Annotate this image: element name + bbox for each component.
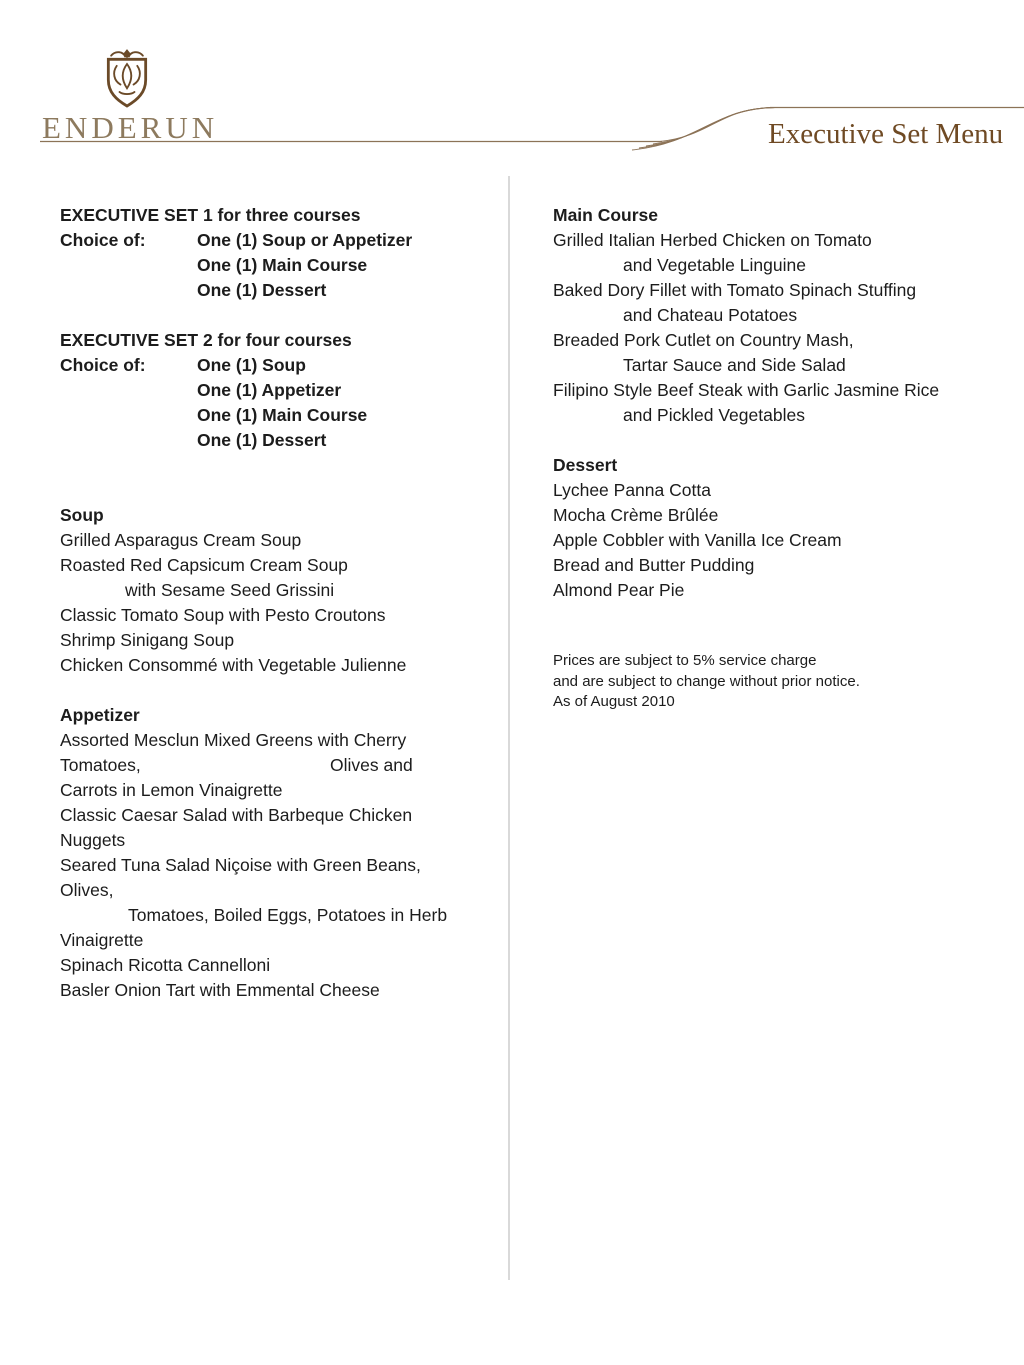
choice-label: Choice of: xyxy=(60,230,146,250)
footnote xyxy=(553,651,860,713)
menu-item: Apple Cobbler with Vanilla Ice Cream xyxy=(553,530,842,550)
choice-label: Choice of: xyxy=(60,355,146,375)
soup-heading: Soup xyxy=(60,505,104,525)
main-course-heading: Main Course xyxy=(553,205,659,225)
menu-item: Shrimp Sinigang Soup xyxy=(60,630,235,650)
menu-item: Almond Pear Pie xyxy=(553,580,685,600)
menu-item-continuation: Carrots in Lemon Vinaigrette xyxy=(60,780,283,800)
choice-item: One (1) Main Course xyxy=(197,255,368,275)
menu-item: Chicken Consommé with Vegetable Julienne xyxy=(60,655,407,675)
dessert-section xyxy=(553,453,842,603)
choice-item: One (1) Dessert xyxy=(197,430,327,450)
menu-item: Grilled Asparagus Cream Soup xyxy=(60,530,302,550)
dessert-heading: Dessert xyxy=(553,455,618,475)
footnote-line: Prices are subject to 5% service charge xyxy=(553,652,817,669)
choice-spacer xyxy=(60,278,197,303)
footnote-line: and are subject to change without prior notice. xyxy=(553,672,860,690)
column-divider xyxy=(508,176,510,1280)
menu-item-continuation: and Vegetable Linguine xyxy=(623,255,806,275)
main-course-section xyxy=(553,203,939,428)
menu-item-continuation: Olives, xyxy=(60,880,114,900)
menu-item: Roasted Red Capsicum Cream Soup xyxy=(60,555,348,575)
menu-item: Breaded Pork Cutlet on Country Mash, xyxy=(553,330,854,350)
menu-item: Assorted Mesclun Mixed Greens with Cherry xyxy=(60,730,407,750)
choice-item: One (1) Dessert xyxy=(197,280,327,300)
set2-title: EXECUTIVE SET 2 for four courses xyxy=(60,330,352,350)
menu-item: Baked Dory Fillet with Tomato Spinach Stuffing xyxy=(553,280,917,300)
footnote-line: As of August 2010 xyxy=(553,693,675,710)
choice-spacer xyxy=(60,428,197,453)
executive-set-1 xyxy=(60,203,412,303)
menu-item-continuation: Nuggets xyxy=(60,830,126,850)
menu-item-continuation: Tomatoes, Boiled Eggs, Potatoes in Herb xyxy=(128,905,448,925)
brand-wordmark: ENDERUN xyxy=(42,110,219,145)
page-title: Executive Set Menu xyxy=(768,118,1004,150)
menu-item-continuation xyxy=(60,753,447,778)
menu-item-fragment: Olives and xyxy=(330,755,413,775)
choice-item: One (1) Main Course xyxy=(197,405,368,425)
menu-item-continuation: and Chateau Potatoes xyxy=(623,305,798,325)
menu-item-continuation: with Sesame Seed Grissini xyxy=(125,580,335,600)
soup-section xyxy=(60,503,406,678)
menu-item: Lychee Panna Cotta xyxy=(553,480,711,500)
executive-set-2 xyxy=(60,328,367,453)
choice-spacer xyxy=(60,403,197,428)
menu-item: Filipino Style Beef Steak with Garlic Jasmine Rice xyxy=(553,380,940,400)
menu-item: Basler Onion Tart with Emmental Cheese xyxy=(60,980,380,1000)
choice-item: One (1) Appetizer xyxy=(197,380,342,400)
menu-item: Classic Caesar Salad with Barbeque Chicken xyxy=(60,805,413,825)
menu-item-continuation: Vinaigrette xyxy=(60,930,144,950)
menu-item-continuation: and Pickled Vegetables xyxy=(623,405,805,425)
menu-item-fragment: Tomatoes, xyxy=(60,755,141,775)
appetizer-section xyxy=(60,703,447,1003)
menu-item-continuation: Tartar Sauce and Side Salad xyxy=(623,355,846,375)
menu-item: Bread and Butter Pudding xyxy=(553,555,755,575)
appetizer-heading: Appetizer xyxy=(60,705,140,725)
set1-title: EXECUTIVE SET 1 for three courses xyxy=(60,205,361,225)
choice-spacer xyxy=(60,253,197,278)
choice-item: One (1) Soup or Appetizer xyxy=(197,230,413,250)
menu-item: Grilled Italian Herbed Chicken on Tomato xyxy=(553,230,872,250)
menu-item: Mocha Crème Brûlée xyxy=(553,505,719,525)
menu-item: Seared Tuna Salad Niçoise with Green Beans, xyxy=(60,855,421,875)
choice-item: One (1) Soup xyxy=(197,355,306,375)
menu-item: Spinach Ricotta Cannelloni xyxy=(60,955,271,975)
menu-item: Classic Tomato Soup with Pesto Croutons xyxy=(60,605,386,625)
choice-spacer xyxy=(60,378,197,403)
